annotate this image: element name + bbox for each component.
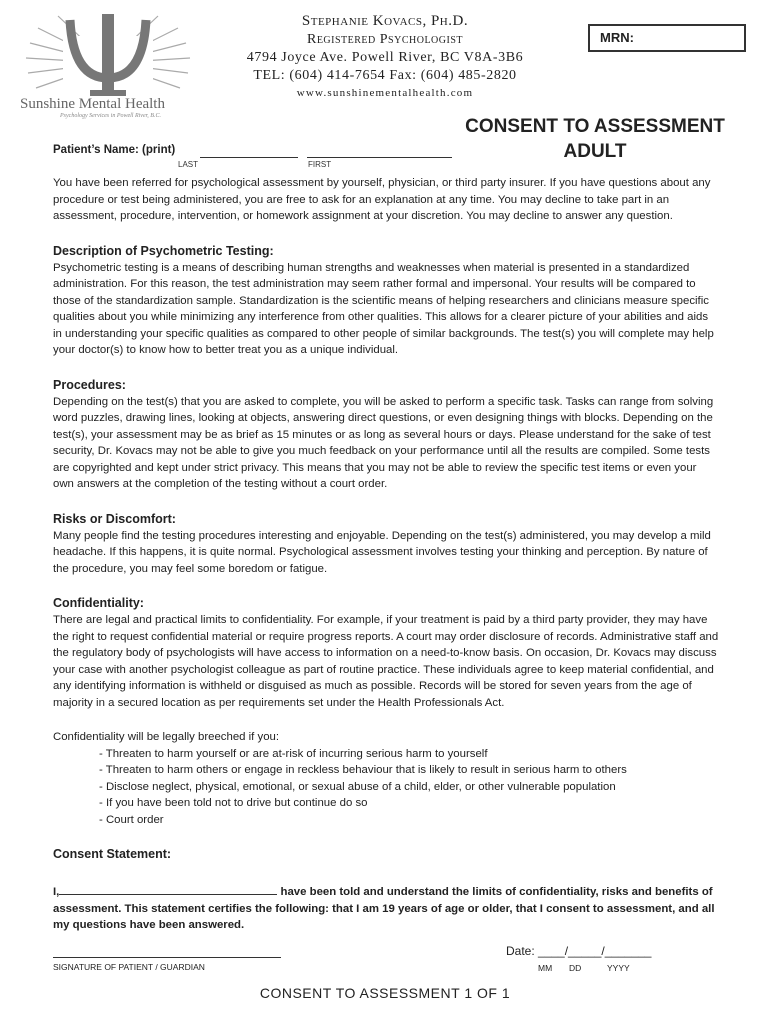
- risks-heading: Risks or Discomfort:: [53, 511, 176, 526]
- signature-field[interactable]: [53, 957, 281, 958]
- list-item: - Disclose neglect, physical, emotional, or sexual abuse of a child, elder, or other vulnerable population: [99, 780, 616, 793]
- procedures-heading: Procedures:: [53, 377, 126, 392]
- consent-name-field[interactable]: [59, 883, 277, 895]
- document-title-line2: ADULT: [563, 141, 627, 162]
- intro-paragraph: You have been referred for psychological assessment by yourself, physician, or third party insurer. If you have questions about any procedure or test being administered, you are free to ask for an explanation at any time. You may decline to take part in an assessment, procedure, intervention, or homework assignment at your discretion. You may decline to answer any question.: [53, 177, 711, 222]
- consent-heading: Consent Statement:: [53, 847, 172, 861]
- document-title-line1: CONSENT TO ASSESSMENT: [465, 116, 725, 137]
- date-yyyy-label: YYYY: [607, 963, 630, 973]
- psychometric-heading: Description of Psychometric Testing:: [53, 243, 274, 258]
- consent-prefix: I,: [53, 886, 60, 898]
- breach-intro: Confidentiality will be legally breeched if you:: [53, 731, 280, 743]
- list-item: - If you have been told not to drive but continue do so: [99, 797, 368, 809]
- list-item: - Court order: [99, 813, 164, 826]
- date-field[interactable]: Date: ____/_____/_______: [506, 944, 652, 958]
- confidentiality-body: There are legal and practical limits to confidentiality. For example, if your treatment is paid by a third party provider, they may have the right to request confidential material or require progress reports. A court may order disclosure of records. Administrative staff and the regulatory body of psychologists will have access to information on a need-to-know basis. On occasion, Dr. Kovacs may discuss your case with another psychologist colleague as part of routine practice. These individuals agree to keep material confidential, and any identifying information is withheld or disguised as much as possible. Records will be stored for seven years from the age of majority in a secured location as per requirements set under the Health Professionals Act.: [53, 614, 719, 709]
- mrn-field[interactable]: [588, 24, 746, 52]
- mrn-label: MRN:: [600, 30, 634, 45]
- breach-list: [53, 746, 719, 829]
- psychologist-name: Stephanie Kovacs, Ph.D.: [301, 13, 469, 29]
- brand-tagline: Psychology Services in Powell River, B.C.: [60, 113, 161, 119]
- address: 4794 Joyce Ave. Powell River, BC V8A-3B6: [246, 50, 524, 65]
- consent-statement: [53, 883, 719, 934]
- signature-label: SIGNATURE OF PATIENT / GUARDIAN: [53, 962, 205, 972]
- document-body: [53, 175, 719, 934]
- procedures-body: Depending on the test(s) that you are asked to complete, you will be asked to perform a specific task. Tasks can range from solving word puzzles, drawing lines, looking at objects, answering direct questions, or even designing things with blocks. Depending on the test(s), your assessment may be as brief as 15 minutes or as long as several hours or days. Please understand for the sake of test security, Dr. Kovacs may not be able to give you much feedback on your performance until all the results are compiled. Some tests are copyrighted and kept under strict privacy. This means that you may not be able to review the specific test items or even your own answers at the completion of the testing without a court order.: [53, 395, 714, 490]
- letterhead: [195, 12, 575, 101]
- psychologist-title: Registered Psychologist: [306, 32, 463, 47]
- list-item: - Threaten to harm yourself or are at-risk of incurring serious harm to yourself: [99, 747, 488, 760]
- brand-name: Sunshine Mental Health: [20, 96, 165, 112]
- psychometric-body: Psychometric testing is a means of describing human strengths and weaknesses when material is presented in a standardized administration. For this reason, the test administration may seem rather formal and impersonal. Your results will be compared to those of the standardization sample. Standardization is the scientific means of helping researchers and clinicians measure specific qualities about you while minimizing any interference from other qualities. This allows for a clearer picture of your abilities and aids in understanding your specific qualities as compared to other people of similar backgrounds. The test(s) you will complete may help your doctor(s) to know how to better treat you as a unique individual.: [53, 261, 714, 356]
- date-dd-label: DD: [569, 963, 582, 973]
- confidentiality-heading: Confidentiality:: [53, 596, 144, 610]
- consent-text: have been told and understand the limits of confidentiality, risks and benefits of assessment. This statement certifies the following: that I am 19 years of age or older, that I consent to assessment, and all my questions have been answered.: [53, 886, 715, 931]
- patient-last-name-field[interactable]: [200, 157, 298, 158]
- last-name-label: LAST: [178, 160, 199, 169]
- list-item: - Threaten to harm others or engage in reckless behaviour that is likely to result in serious harm to others: [99, 764, 627, 776]
- date-mm-label: MM: [538, 963, 553, 973]
- patient-first-name-field[interactable]: [307, 157, 452, 158]
- first-name-label: FIRST: [308, 160, 332, 169]
- psi-sunburst-icon: [18, 8, 198, 108]
- phone-fax: TEL: (604) 414-7654 Fax: (604) 485-2820: [253, 68, 517, 83]
- patient-name-label: Patient’s Name: (print): [53, 144, 176, 156]
- risks-body: Many people find the testing procedures interesting and enjoyable. Depending on the test(s) administered, you may develop a mild headache. If this happens, it is quite normal. Psychological assessment involves testing your thinking and perception. By nature of the procedure, you may feel some boredom or fatigue.: [53, 529, 711, 575]
- website: www.sunshinementalhealth.com: [296, 87, 474, 99]
- document-title: [440, 114, 750, 164]
- page-footer: CONSENT TO ASSESSMENT 1 OF 1: [259, 985, 511, 1001]
